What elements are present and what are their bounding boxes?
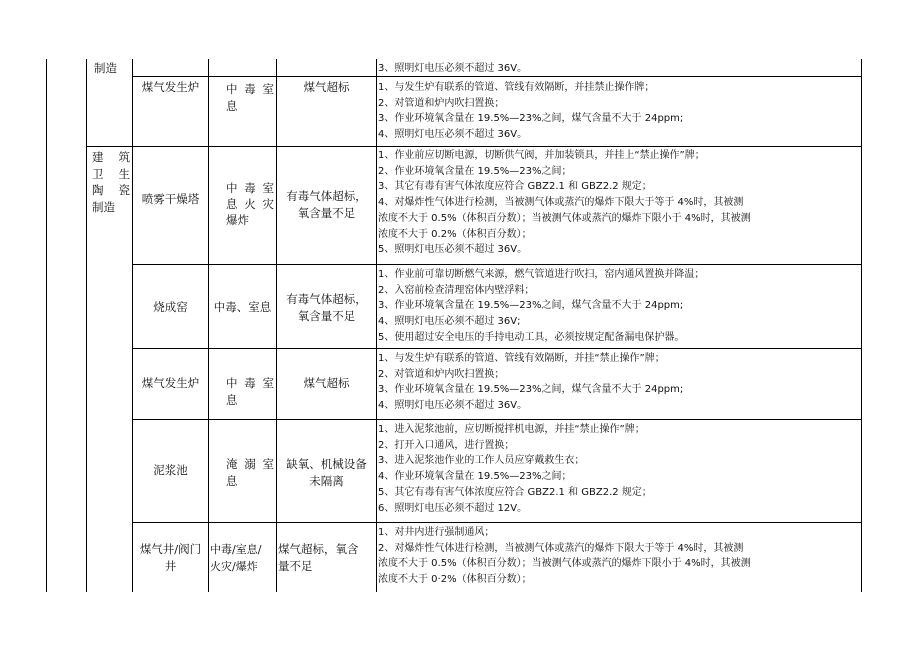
place-line: 井: [164, 559, 177, 573]
hazard-label: 中毒、室息: [213, 300, 272, 314]
industry-line: 建 筑: [92, 150, 130, 164]
requirement-item: 3、作业环境氧含量在 19.5%—23%之间，煤气含量不大于 24ppm;: [378, 384, 684, 396]
requirement-item: 2、对管道和炉内吹扫置换；: [378, 97, 505, 109]
place-label: 烧成窑: [153, 300, 188, 314]
cause-cell: [277, 188, 376, 222]
place-cell: [133, 463, 208, 478]
place-label: 喷雾干燥塔: [141, 192, 200, 206]
requirement-item: 2、打开入口通风，进行置换；: [378, 439, 515, 451]
requirement-item: 4、照明灯电压必须不超过 36V。: [378, 129, 528, 141]
hazard-line: 爆炸: [226, 213, 249, 227]
industry-label: 制造: [94, 61, 117, 75]
requirement-item: 1、作业前可靠切断燃气来源，燃气管道进行吹扫，窑内通风置换并降温；: [378, 269, 705, 280]
cause-cell: [277, 376, 376, 391]
hazard-cell: [226, 180, 274, 228]
requirements-cell: [378, 422, 860, 516]
table-border-left: [46, 59, 47, 592]
industry-line: 卫 生: [92, 166, 130, 181]
requirement-item: 2、对管道和炉内吹扫置换；: [378, 368, 505, 380]
requirement-item: 浓度不大于 0·2%（体积百分数）；: [378, 574, 532, 586]
place-cell: [133, 541, 208, 575]
row-divider: [132, 348, 862, 349]
hazard-line: 息: [226, 474, 238, 488]
row-divider: [132, 419, 862, 420]
requirements-cell: [378, 267, 860, 346]
place-cell: [133, 376, 208, 391]
cause-cell: [277, 80, 376, 95]
cause-label: 煤气超标: [303, 80, 350, 94]
industry-cell-prev: [94, 61, 117, 76]
row-divider: [132, 264, 862, 265]
place-line: 煤气井/阀门: [139, 542, 202, 556]
row-divider: [132, 522, 862, 523]
cause-line: 有毒气体超标，: [286, 292, 367, 306]
hazard-line: 淹 溺 室: [226, 457, 274, 471]
place-cell: [133, 80, 208, 95]
requirement-item: 3、进入泥浆池作业的工作人员应穿戴救生衣；: [378, 455, 585, 467]
requirements-cell: [378, 61, 860, 77]
requirements-cell: [378, 80, 860, 143]
requirement-item: 5、照明灯电压必须不超过 36V。: [378, 244, 528, 256]
hazard-line: 中毒/室息/: [210, 543, 262, 556]
requirement-item: 2、对爆炸性气体进行检测，当被测气体或蒸汽的爆炸下限大于等于 4%时，其被测: [378, 542, 744, 554]
hazard-line: 火灾/爆炸: [210, 560, 258, 573]
cause-line: 未隔离: [309, 474, 344, 488]
requirement-item: 3、其它有毒有害气体浓度应符合 GBZ2.1 和 GBZ2.2 规定；: [378, 181, 652, 193]
row-divider: [86, 146, 862, 147]
requirement-item: 2、入窑前检查清理窑体内壁浮料；: [378, 284, 535, 296]
requirement-item: 4、作业环境氧含量在 19.5%—23%之间；: [378, 471, 572, 483]
requirement-item: 1、进入泥浆池前，应切断搅拌机电源，并挂“禁止操作”牌；: [378, 424, 645, 435]
requirements-cell: [378, 148, 860, 258]
requirements-cell: [378, 351, 860, 414]
requirements-cell: [378, 525, 860, 588]
requirement-item: 4、对爆炸性气体进行检测，当被测气体或蒸汽的爆炸下限大于等于 4%时，其被测: [378, 197, 744, 209]
cause-line: 煤气超标，氧含: [278, 542, 359, 556]
place-label: 泥浆池: [153, 463, 188, 477]
requirement-item: 浓度不大于 0.5%（体积百分数）；当被测气体或蒸汽的爆炸下限小于 4%时，其被测: [378, 558, 751, 570]
requirement-item: 2、作业环境氧含量在 19.5%—23%之间；: [378, 165, 572, 177]
hazard-cell: [210, 541, 276, 575]
requirement-item: 1、与发生炉有联系的管道、管线有效隔断，并挂禁止操作牌；: [378, 82, 655, 93]
cause-line: 量不足: [278, 559, 313, 573]
hazard-line: 息: [226, 99, 238, 113]
requirement-item: 1、对井内进行强制通风；: [378, 527, 495, 538]
hazard-line: 中 毒 室: [226, 376, 274, 390]
hazard-line: 息: [226, 393, 238, 407]
hazard-line: 中 毒 室: [226, 181, 274, 195]
hazard-cell: [226, 81, 274, 115]
hazard-cell: [209, 300, 276, 315]
requirement-item: 3、照明灯电压必须不超过 36V。: [378, 63, 528, 74]
industry-line: 陶 瓷: [92, 183, 130, 197]
column-divider-4: [276, 59, 277, 592]
place-cell: [133, 300, 208, 315]
industry-cell: [92, 149, 130, 215]
requirement-item: 4、照明灯电压必须不超过 36V;: [378, 316, 521, 328]
hazard-cell: [226, 375, 274, 409]
requirement-item: 3、作业环境氧含量在 19.5%—23%之间，煤气含量不大于 24ppm;: [378, 113, 684, 125]
cause-cell: [277, 291, 376, 325]
column-divider-1: [86, 59, 87, 592]
place-label: 煤气发生炉: [141, 376, 200, 390]
requirement-item: 6、照明灯电压必须不超过 12V。: [378, 502, 528, 514]
column-divider-3: [208, 59, 209, 592]
cause-cell: [277, 456, 376, 490]
requirement-item: 1、与发生炉有联系的管道、管线有效隔断，并挂“禁止操作”牌；: [378, 353, 665, 364]
cause-line: 氧含量不足: [297, 206, 356, 220]
requirement-item: 1、作业前应切断电源，切断供气阀，并加装锁具，并挂上“禁止操作”牌；: [378, 150, 705, 161]
cause-line: 缺氧、机械设备: [286, 457, 367, 471]
hazard-line: 中 毒 室: [226, 82, 274, 96]
cause-cell: [278, 541, 376, 575]
table-border-right: [861, 59, 862, 592]
column-divider-2: [132, 59, 133, 592]
place-cell: [133, 192, 208, 207]
requirement-item: 5、使用超过安全电压的手持电动工具，必须按规定配备漏电保护器。: [378, 331, 685, 343]
column-divider-5: [376, 59, 377, 592]
cause-label: 煤气超标: [303, 376, 350, 390]
requirement-item: 3、作业环境氧含量在 19.5%—23%之间，煤气含量不大于 24ppm;: [378, 300, 684, 312]
place-label: 煤气发生炉: [141, 80, 200, 94]
cause-line: 有毒气体超标，: [286, 189, 367, 203]
requirement-item: 4、照明灯电压必须不超过 36V。: [378, 400, 528, 412]
industry-line: 制造: [92, 199, 115, 214]
requirement-item: 浓度不大于 0.5%（体积百分数）；当被测气体或蒸汽的爆炸下限小于 4%时，其被测: [378, 212, 751, 224]
hazard-cell: [226, 456, 274, 490]
requirement-item: 5、其它有毒有害气体浓度应符合 GBZ2.1 和 GBZ2.2 规定；: [378, 486, 652, 498]
hazard-line: 息 火 灾: [226, 197, 274, 211]
cause-line: 氧含量不足: [297, 309, 356, 323]
requirement-item: 浓度不大于 0.2%（体积百分数）；: [378, 228, 532, 240]
